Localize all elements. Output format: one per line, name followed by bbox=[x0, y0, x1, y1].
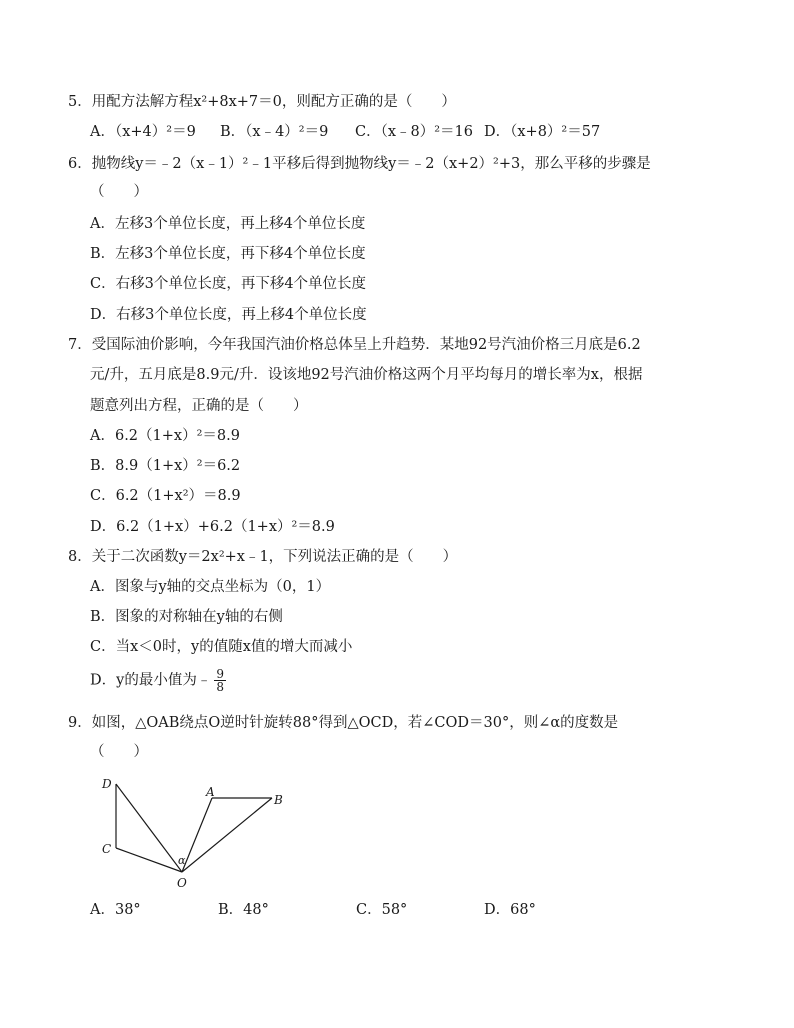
q6-option-a: A．左移3个单位长度，再上移4个单位长度 bbox=[90, 216, 366, 232]
fraction-denominator: 8 bbox=[216, 680, 224, 694]
label-o: O bbox=[177, 876, 187, 890]
q6-option-d: D．右移3个单位长度，再上移4个单位长度 bbox=[90, 307, 367, 323]
q7-stem-cont2: 题意列出方程，正确的是（ ） bbox=[90, 398, 308, 414]
fraction-numerator: 9 bbox=[216, 667, 224, 681]
q6-option-c: C．右移3个单位长度，再下移4个单位长度 bbox=[90, 276, 367, 292]
q5-option-d: D．（x+8）²＝57 bbox=[484, 124, 601, 140]
segment-od bbox=[116, 784, 182, 872]
label-a: A bbox=[206, 785, 215, 799]
q8-stem: 8．关于二次函数y＝2x²+x﹣1，下列说法正确的是（ ） bbox=[68, 549, 458, 565]
q8-option-d-fraction bbox=[214, 668, 226, 693]
segment-oa bbox=[182, 798, 212, 872]
q9-figure bbox=[96, 770, 296, 892]
q8-option-c: C．当x＜0时，y的值随x值的增大而减小 bbox=[90, 639, 353, 655]
q8-option-d-text: D．y的最小值为﹣ bbox=[90, 672, 212, 689]
q9-option-a: A．38° bbox=[90, 902, 141, 918]
label-c: C bbox=[102, 842, 112, 856]
q5-option-c: C．（x﹣8）²＝16 bbox=[355, 124, 474, 140]
q9-option-c: C．58° bbox=[356, 902, 408, 918]
label-d: D bbox=[102, 777, 112, 791]
q7-stem: 7．受国际油价影响，今年我国汽油价格总体呈上升趋势．某地92号汽油价格三月底是6.2 bbox=[68, 337, 641, 353]
q9-option-b: B．48° bbox=[218, 902, 269, 918]
q6-stem: 6．抛物线y＝﹣2（x﹣1）²﹣1平移后得到抛物线y＝﹣2（x+2）²+3，那么平移的步骤是 bbox=[68, 156, 651, 172]
q7-option-d: D．6.2（1+x）+6.2（1+x）²＝8.9 bbox=[90, 519, 335, 535]
q6-stem-cont: （ ） bbox=[90, 184, 148, 200]
q7-stem-cont1: 元/升，五月底是8.9元/升．设该地92号汽油价格这两个月平均每月的增长率为x，根据 bbox=[90, 367, 643, 383]
q5-option-a: A．（x+4）²＝9 bbox=[90, 124, 196, 140]
q7-option-c: C．6.2（1+x²）＝8.9 bbox=[90, 488, 241, 504]
q8-option-a: A．图象与y轴的交点坐标为（0，1） bbox=[90, 579, 331, 595]
label-b: B bbox=[274, 793, 283, 807]
q6-option-b: B．左移3个单位长度，再下移4个单位长度 bbox=[90, 246, 366, 262]
q9-stem: 9．如图，△OAB绕点O逆时针旋转88°得到△OCD，若∠COD＝30°，则∠α的度数是 bbox=[68, 715, 619, 731]
q7-option-b: B．8.9（1+x）²＝6.2 bbox=[90, 458, 241, 474]
q5-stem: 5．用配方法解方程x²+8x+7＝0，则配方正确的是（ ） bbox=[68, 94, 456, 110]
q9-option-d: D．68° bbox=[484, 902, 536, 918]
q8-option-b: B．图象的对称轴在y轴的右侧 bbox=[90, 609, 283, 625]
segment-ob bbox=[182, 798, 272, 872]
q7-option-a: A．6.2（1+x）²＝8.9 bbox=[90, 428, 240, 444]
label-alpha: α bbox=[178, 854, 186, 867]
q9-stem-cont: （ ） bbox=[90, 744, 148, 760]
q5-option-b: B．（x﹣4）²＝9 bbox=[220, 124, 329, 140]
q8-option-d bbox=[90, 668, 226, 693]
segment-co bbox=[116, 848, 182, 872]
